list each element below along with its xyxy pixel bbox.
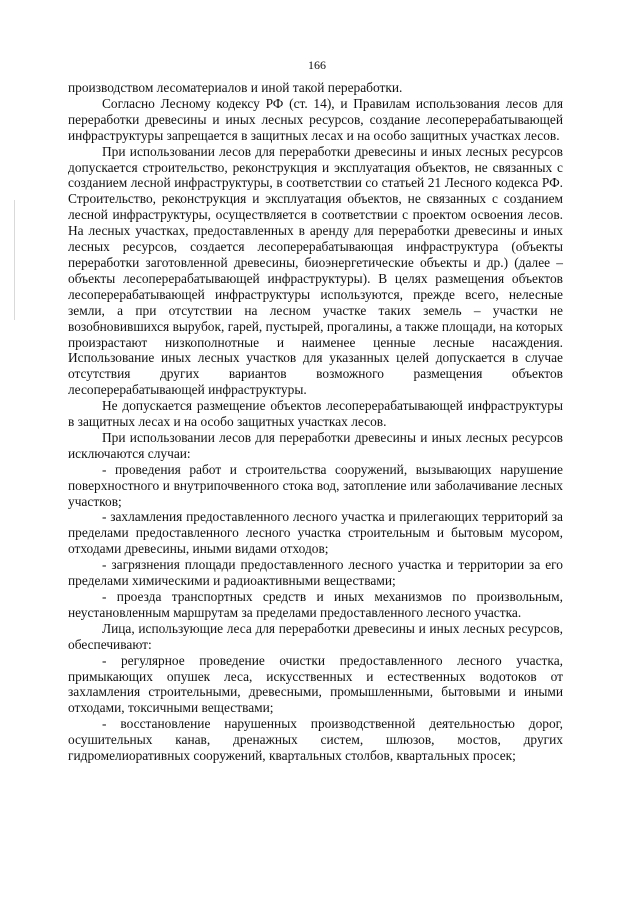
paragraph: производством лесоматериалов и иной такой переработки. (68, 80, 403, 95)
paragraph: Лица, использующие леса для переработки древесины и иных лесных ресурсов, обеспечивают: (68, 620, 563, 652)
paragraph: Согласно Лесному кодексу РФ (ст. 14), и Правилам использования лесов для переработки древесины и иных лесных ресурсов, создание лесоперерабатывающей инфраструктуры запрещается в защитных лесах и на особо защитных участках лесов. (68, 95, 563, 143)
page-number: 166 (308, 58, 326, 72)
paragraph: - регулярное проведение очистки предоставленного лесного участка, примыкающих опушек леса, искусственных и естественных водотоков от захламления строительными, древесными, промышленными, бытовыми и иными отходами, токсичными веществами; (68, 652, 563, 716)
paragraph: - проведения работ и строительства сооружений, вызывающих нарушение поверхностного и внутрипочвенного стока вод, затопление или заболачивание лесных участков; (68, 461, 563, 509)
paragraph: - захламления предоставленного лесного участка и прилегающих территорий за пределами предоставленного лесного участка строительным и бытовым мусором, отходами древесины, иными видами отходов; (68, 509, 563, 557)
body-text (68, 80, 563, 764)
paragraph: При использовании лесов для переработки древесины и иных лесных ресурсов допускается строительство, реконструкция и эксплуатация объектов, не связанных с созданием лесной инфраструктуры, в соответствии со статьей 21 Лесного кодекса РФ. Строительство, реконструкция и эксплуатация объектов, не связанных с созданием лесной инфраструктуры, осуществляется в соответствии с проектом освоения лесов. На лесных участках, предоставленных в аренду для переработки древесины и иных лесных ресурсов, создается лесоперерабатывающая инфраструктура (объекты переработки заготовленной древесины, биоэнергетические объекты и др.) (далее – объекты лесоперерабатывающей инфраструктуры). В целях размещения объектов лесоперерабатывающей инфраструктуры используются, прежде всего, нелесные земли, а при отсутствии на лесном участке таких земель – участки не возобновившихся вырубок, гарей, пустырей, прогалины, а также площади, на которых произрастают низкополнотные и наименее ценные лесные насаждения. Использование иных лесных участков для указанных целей допускается в случае отсутствия других вариантов возможного размещения объектов лесоперерабатывающей инфраструктуры. (68, 143, 563, 398)
scan-margin-mark (14, 200, 15, 320)
paragraph: - восстановление нарушенных производственной деятельностью дорог, осушительных канав, дренажных систем, шлюзов, мостов, других гидромелиоративных сооружений, квартальных столбов, квартальных просек; (68, 716, 563, 764)
paragraph: - загрязнения площади предоставленного лесного участка и территории за его пределами химическими и радиоактивными веществами; (68, 557, 563, 589)
paragraph: - проезда транспортных средств и иных механизмов по произвольным, неустановленным маршрутам за пределами предоставленного лесного участка. (68, 589, 563, 620)
paragraph: При использовании лесов для переработки древесины и иных лесных ресурсов исключаются случаи: (68, 429, 563, 461)
paragraph: Не допускается размещение объектов лесоперерабатывающей инфраструктуры в защитных лесах и на особо защитных участках лесов. (68, 398, 563, 430)
